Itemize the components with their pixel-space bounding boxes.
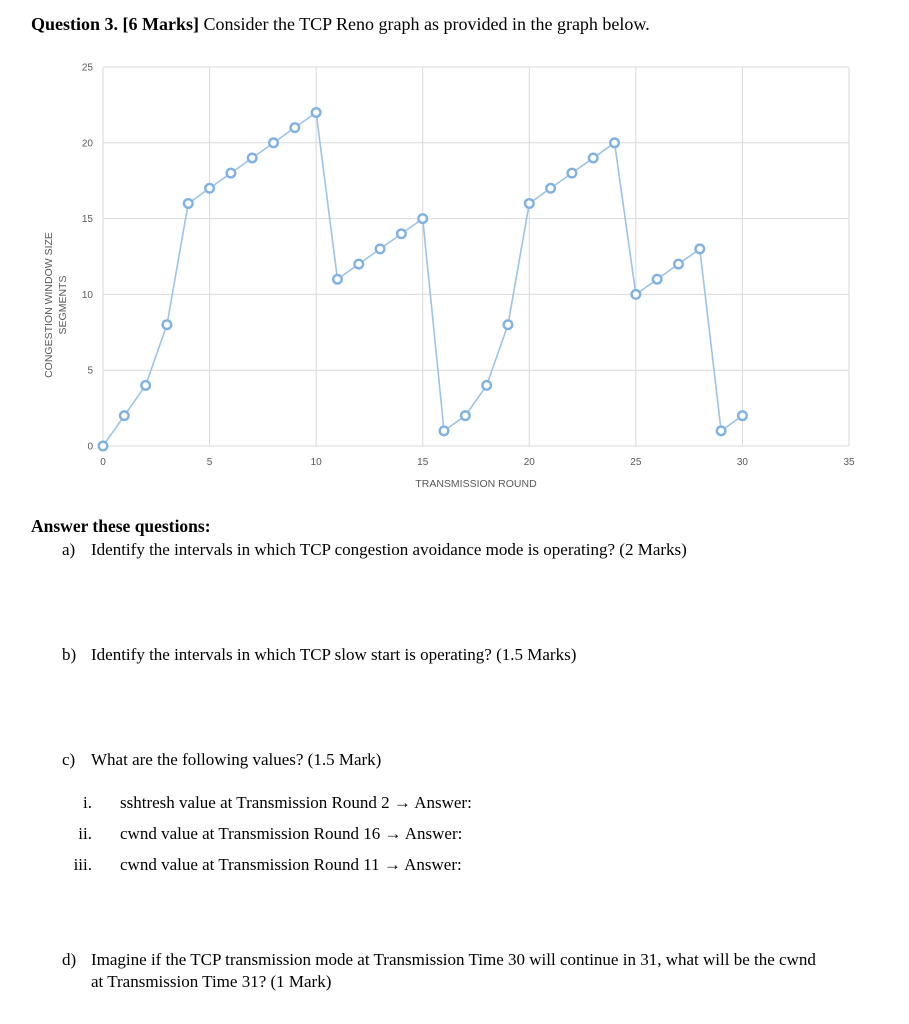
x-tick-label: 5 — [206, 457, 213, 468]
data-point — [738, 411, 747, 420]
question-c-item-number: ii. — [78, 824, 92, 843]
data-point — [653, 275, 662, 284]
data-point — [525, 199, 534, 208]
question-d-text-line1: Imagine if the TCP transmission mode at Transmission Time 30 will continue in 31, what will be the cwnd — [91, 950, 816, 969]
data-point — [333, 275, 342, 284]
chart-gridlines — [103, 67, 849, 446]
question-c-item-number: i. — [83, 793, 92, 812]
question-d-label: d) — [62, 950, 77, 969]
tcp-reno-chart — [0, 50, 909, 500]
data-point — [418, 214, 427, 223]
question-a-text: Identify the intervals in which TCP congestion avoidance mode is operating? (2 Marks) — [91, 540, 687, 559]
x-tick-label: 0 — [100, 457, 106, 468]
data-point — [376, 245, 385, 254]
data-point — [696, 245, 705, 254]
data-point — [440, 427, 449, 436]
data-point — [227, 169, 236, 178]
data-point — [99, 442, 108, 451]
y-axis-title-line2: SEGMENTS — [57, 275, 69, 335]
data-point — [269, 139, 278, 148]
data-point — [354, 260, 363, 269]
data-point — [141, 381, 150, 390]
y-tick-label: 20 — [81, 138, 93, 150]
x-tick-label: 30 — [736, 457, 748, 468]
data-point — [291, 123, 300, 132]
question-text: Consider the TCP Reno graph as provided in the graph below. — [199, 14, 650, 34]
data-point — [589, 154, 598, 163]
question-c-item-text: cwnd value at Transmission Round 16 → Answer: — [120, 824, 463, 843]
data-point — [184, 199, 193, 208]
data-point — [632, 290, 641, 299]
data-point — [205, 184, 214, 193]
y-tick-label: 0 — [87, 441, 93, 453]
y-tick-label: 15 — [81, 214, 93, 226]
question-title — [31, 14, 650, 35]
data-point — [546, 184, 555, 193]
data-point — [312, 108, 321, 117]
x-tick-label: 10 — [310, 457, 322, 468]
data-point — [482, 381, 491, 390]
question-c-text: What are the following values? (1.5 Mark) — [91, 750, 382, 769]
data-point — [568, 169, 577, 178]
question-c-label: c) — [62, 750, 76, 769]
data-point — [397, 229, 406, 238]
data-point — [248, 154, 257, 163]
data-point — [120, 411, 129, 420]
data-point — [163, 320, 172, 329]
x-tick-label: 25 — [630, 457, 642, 468]
data-point — [610, 139, 619, 148]
question-c-item-number: iii. — [73, 855, 92, 874]
data-point — [717, 427, 726, 436]
question-label: Question 3. [6 Marks] — [31, 14, 199, 34]
data-point — [674, 260, 683, 269]
answer-heading: Answer these questions: — [31, 516, 211, 536]
question-b-text: Identify the intervals in which TCP slow start is operating? (1.5 Marks) — [91, 645, 577, 664]
y-tick-label: 5 — [87, 365, 93, 377]
question-b-label: b) — [62, 645, 77, 664]
question-c-item-text: sshtresh value at Transmission Round 2 → Answer: — [120, 793, 472, 812]
y-tick-label: 10 — [81, 289, 93, 301]
y-axis-title-line1: CONGESTION WINDOW SIZE — [43, 232, 55, 378]
chart-tick-labels — [82, 63, 855, 469]
question-a-label: a) — [62, 540, 76, 559]
data-point — [504, 320, 513, 329]
x-tick-label: 20 — [523, 457, 535, 468]
x-axis-title: TRANSMISSION ROUND — [415, 478, 537, 490]
question-c-item-text: cwnd value at Transmission Round 11 → Answer: — [120, 855, 462, 874]
question-d-text-line2: at Transmission Time 31? (1 Mark) — [91, 972, 332, 991]
x-tick-label: 35 — [843, 457, 855, 468]
x-tick-label: 15 — [417, 457, 429, 468]
y-tick-label: 25 — [81, 62, 93, 74]
data-point — [461, 411, 470, 420]
